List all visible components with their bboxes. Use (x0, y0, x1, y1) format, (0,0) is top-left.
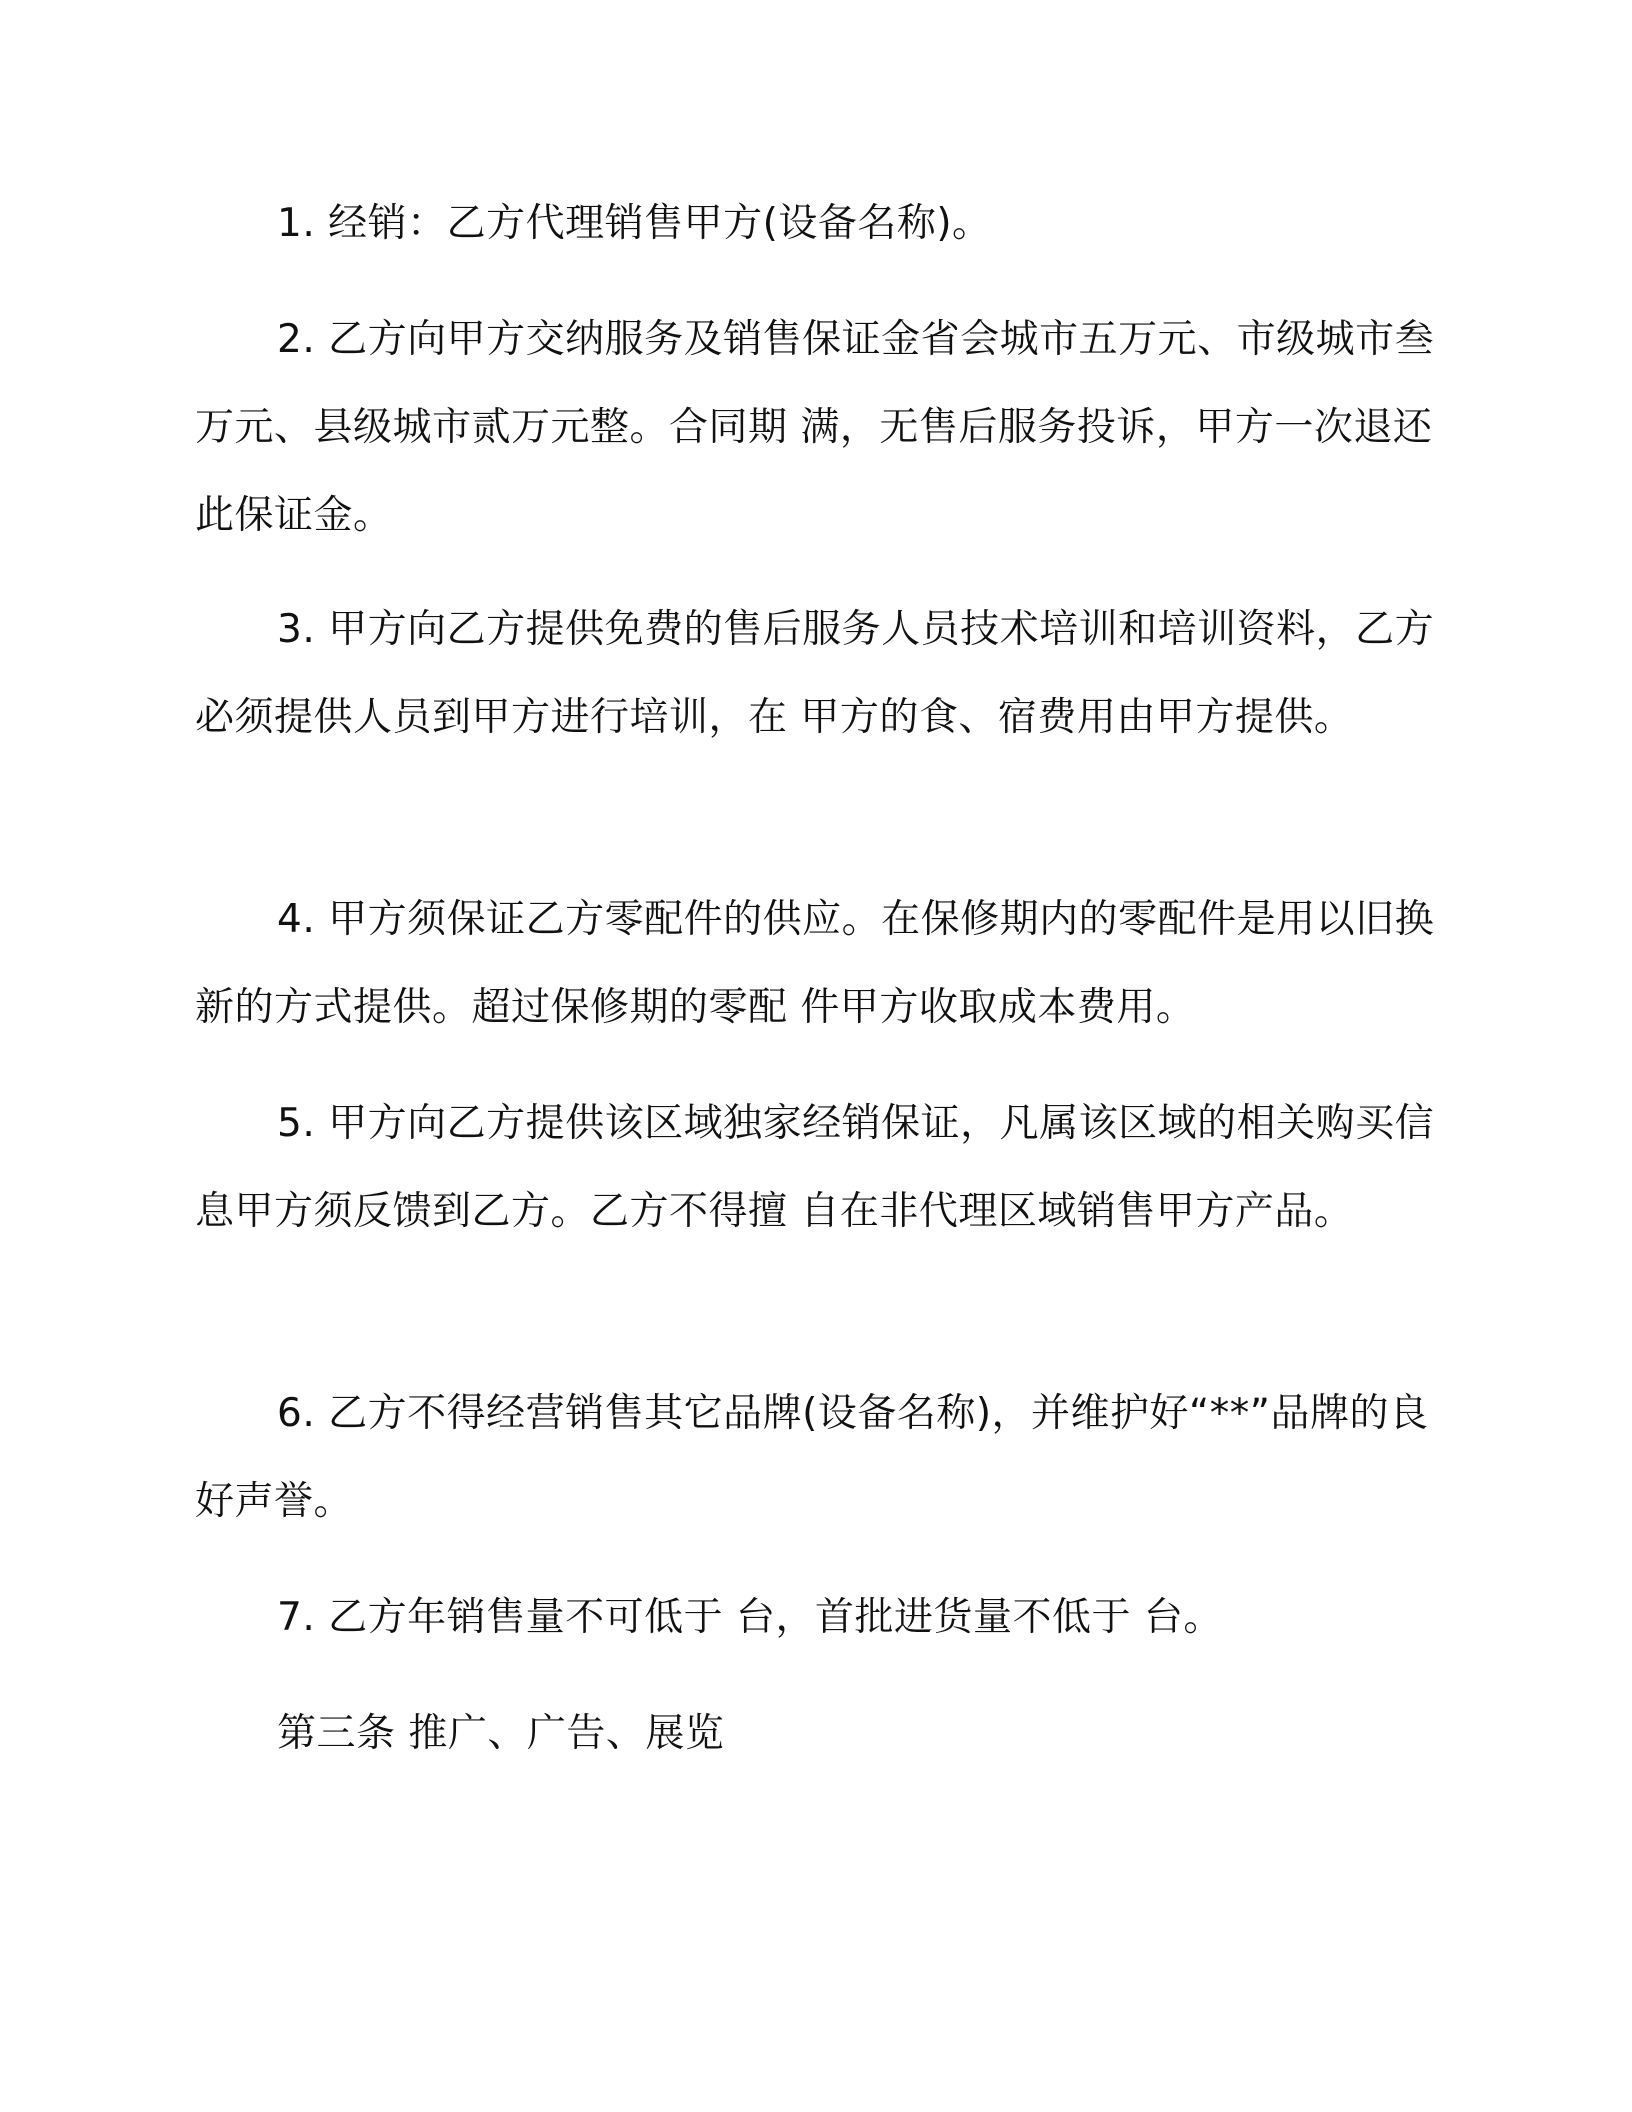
clause-5-paragraph: 5. 甲方向乙方提供该区域独家经销保证，凡属该区域的相关购买信息甲方须反馈到乙方。乙方不得擅 自在非代理区域销售甲方产品。 (195, 1101, 1435, 1234)
section-heading: 第三条 推广、广告、展览 (277, 1711, 725, 1756)
clause-1-paragraph: 1. 经销：乙方代理销售甲方(设备名称)。 (277, 201, 992, 246)
clause-6-paragraph: 6. 乙方不得经营销售其它品牌(设备名称)，并维护好“**”品牌的良好声誉。 (195, 1391, 1429, 1524)
clause-3-paragraph: 3. 甲方向乙方提供免费的售后服务人员技术培训和培训资料，乙方必须提供人员到甲方进行培训，在 甲方的食、宿费用由甲方提供。 (195, 607, 1435, 740)
clause-2-paragraph: 2. 乙方向甲方交纳服务及销售保证金省会城市五万元、市级城市叁万元、县级城市贰万元整。合同期 满，无售后服务投诉，甲方一次退还此保证金。 (195, 317, 1435, 538)
clause-7-paragraph: 7. 乙方年销售量不可低于 台，首批进货量不低于 台。 (277, 1595, 1223, 1640)
clause-4-paragraph: 4. 甲方须保证乙方零配件的供应。在保修期内的零配件是用以旧换新的方式提供。超过保修期的零配 件甲方收取成本费用。 (195, 897, 1435, 1030)
